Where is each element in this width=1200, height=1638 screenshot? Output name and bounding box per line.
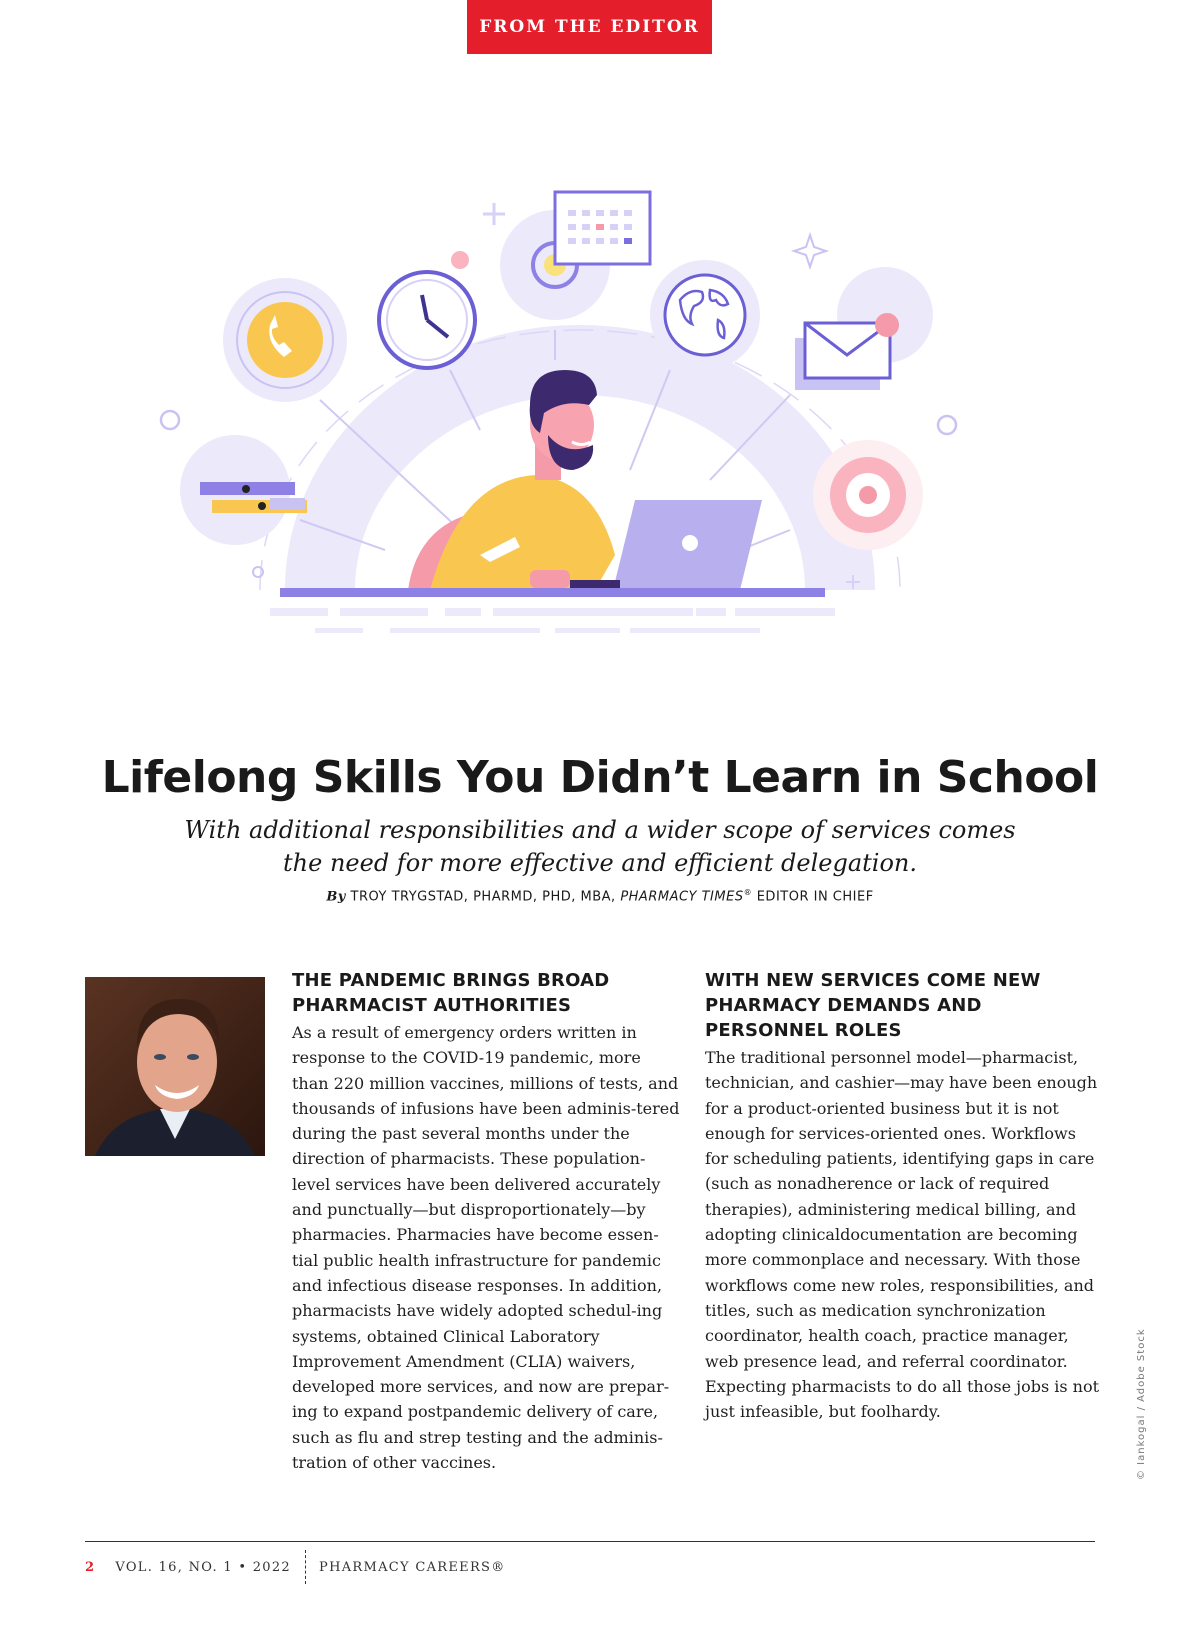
byline bbox=[0, 888, 1200, 904]
section-heading: THE PANDEMIC BRINGS BROAD PHARMACIST AUTHORITIES bbox=[292, 970, 610, 1016]
article-dek: With additional responsibilities and a wider scope of services comes the need for more effective and efficient delegation. bbox=[184, 816, 1016, 877]
article-column-left bbox=[292, 968, 682, 1475]
calendar-icon bbox=[555, 192, 650, 264]
issue-info: VOL. 16, NO. 1 • 2022 bbox=[115, 1559, 292, 1575]
clock-icon bbox=[379, 272, 475, 368]
byline-reg: ® bbox=[743, 888, 753, 897]
section-body: The traditional personnel model—pharmacist, technician, and cashier—may have been enough for a product-oriented business but it is not enough for services-oriented ones. Workflows for scheduling patients, identifying gaps in care (such as nonadherence or lack of required therapies), administering medical billing, and adopting clinicaldocumentation are becoming more commonplace and necessary. With those workflows come new roles, responsibilities, and titles, such as medication synchronization coordinator, health coach, practice manager, web presence lead, and referral coordinator. Expecting pharmacists to do all those jobs is not just infeasible, but foolhardy. bbox=[705, 1048, 1100, 1422]
footer-rule bbox=[85, 1541, 1095, 1542]
article-title: Lifelong Skills You Didn’t Learn in School bbox=[101, 752, 1099, 803]
byline-author: TROY TRYGSTAD, PHARMD, PHD, MBA, bbox=[350, 889, 616, 905]
page-number: 2 bbox=[85, 1559, 96, 1575]
section-heading: WITH NEW SERVICES COME NEW PHARMACY DEMANDS AND PERSONNEL ROLES bbox=[705, 970, 1041, 1041]
footer-divider bbox=[305, 1550, 307, 1584]
byline-role: EDITOR IN CHIEF bbox=[756, 889, 874, 905]
section-label: FROM THE EDITOR bbox=[467, 0, 712, 54]
gear-icon bbox=[813, 440, 923, 550]
article-column-right bbox=[705, 968, 1100, 1424]
hero-illustration bbox=[150, 170, 1010, 670]
section-body: As a result of emergency orders written in response to the COVID-19 pandemic, more than 220 million vaccines, millions of tests, and thousands of infusions have been adminis-tered during the past several months under the direction of pharmacists. These population-level services have been delivered accurately and punctually—but disproportionately—by pharmacies. Pharmacies have become essen-tial public health infrastructure for pandemic and infectious disease responses. In addition, pharmacists have widely adopted schedul-ing systems, obtained Clinical Laboratory Improvement Amendment (CLIA) waivers, developed more services, and now are prepar-ing to expand postpandemic delivery of care, such as flu and strep testing and the adminis-tration of other vaccines. bbox=[292, 1023, 680, 1473]
author-photo bbox=[85, 977, 265, 1156]
globe-icon bbox=[650, 260, 760, 370]
folders-icon bbox=[180, 435, 307, 545]
footer-publication: PHARMACY CAREERS® bbox=[319, 1559, 506, 1575]
phone-icon bbox=[223, 278, 347, 402]
page-footer bbox=[85, 1553, 506, 1581]
byline-by: By bbox=[326, 889, 346, 905]
byline-publication: PHARMACY TIMES bbox=[620, 889, 744, 905]
envelope-icon bbox=[795, 267, 933, 390]
